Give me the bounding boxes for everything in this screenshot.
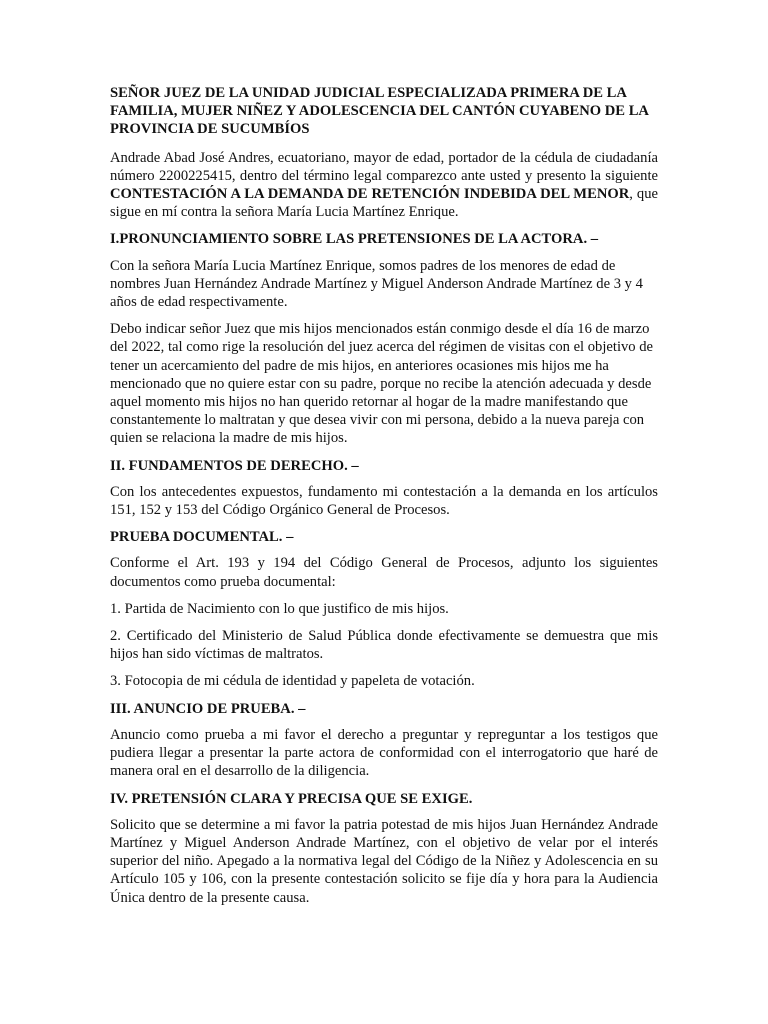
intro-text-start: Andrade Abad José Andres, ecuatoriano, mayor de edad, portador de la cédula de ciudadanía número 2200225415, dentro del término legal comparezco ante usted y presento la siguiente: [110, 149, 658, 184]
section-4-heading: IV. PRETENSIÓN CLARA Y PRECISA QUE SE EXIGE.: [110, 790, 473, 807]
section-1-paragraph-1: Con la señora María Lucia Martínez Enrique, somos padres de los menores de edad de nombres Juan Hernández Andrade Martínez y Miguel Anderson Andrade Martínez de 3 y 4 años de edad respectivamente.: [110, 257, 643, 311]
document-title: SEÑOR JUEZ DE LA UNIDAD JUDICIAL ESPECIALIZADA PRIMERA DE LA FAMILIA, MUJER NIÑEZ Y ADOLESCENCIA DEL CANTÓN CUYABENO DE LA PROVINCIA DE SUCUMBÍOS: [110, 85, 649, 138]
document-page: [110, 84, 658, 916]
section-1-heading: I.PRONUNCIAMIENTO SOBRE LAS PRETENSIONES DE LA ACTORA. –: [110, 231, 599, 248]
prueba-documental-paragraph: Conforme el Art. 193 y 194 del Código General de Procesos, adjunto los siguientes documentos como prueba documental:: [110, 555, 658, 590]
section-2-heading: II. FUNDAMENTOS DE DERECHO. –: [110, 457, 359, 474]
prueba-documental-heading: PRUEBA DOCUMENTAL. –: [110, 529, 294, 546]
section-3-paragraph-1: Anuncio como prueba a mi favor el derecho a preguntar y repreguntar a los testigos que pudiera llegar a presentar la parte actora de conformidad con el interrogatorio que haré de manera oral en el desarrollo de la diligencia.: [110, 726, 658, 780]
intro-text-end: , que sigue en mí contra la señora María Lucia Martínez Enrique.: [110, 186, 658, 221]
prueba-item-2: 2. Certificado del Ministerio de Salud Pública donde efectivamente se demuestra que mis hijos han sido víctimas de maltratos.: [110, 628, 658, 663]
section-2-paragraph-1: Con los antecedentes expuestos, fundamento mi contestación a la demanda en los artículos 151, 152 y 153 del Código Orgánico General de Procesos.: [110, 483, 658, 519]
intro-text-bold: CONTESTACIÓN A LA DEMANDA DE RETENCIÓN INDEBIDA DEL MENOR: [110, 186, 630, 203]
prueba-item-1: 1. Partida de Nacimiento con lo que justifico de mis hijos.: [110, 600, 449, 617]
intro-paragraph: [110, 149, 658, 222]
section-4-paragraph-1: Solicito que se determine a mi favor la patria potestad de mis hijos Juan Hernández Andrade Martínez y Miguel Anderson Andrade Martínez, con el objetivo de velar por el interés superior del niño. Apegado a la normativa legal del Código de la Niñez y Adolescencia en su Artículo 105 y 106, con la presente contestación solicito se fije día y hora para la Audiencia Única dentro de la presente causa.: [110, 816, 658, 906]
section-1-paragraph-2: Debo indicar señor Juez que mis hijos mencionados están conmigo desde el día 16 de marzo del 2022, tal como rige la resolución del juez acerca del régimen de visitas con el objetivo de tener un acercamiento del padre de mis hijos, en anteriores ocasiones mis hijos me ha mencionado que no quiere estar con su padre, porque no recibe la atención adecuada y desde aquel momento mis hijos no han querido retornar al hogar de la madre manifestando que constantemente lo maltratan y que desea vivir con mi persona, debido a la nueva pareja con quien se relaciona la madre de mis hijos.: [110, 321, 654, 447]
section-3-heading: III. ANUNCIO DE PRUEBA. –: [110, 700, 306, 717]
prueba-item-3: 3. Fotocopia de mi cédula de identidad y papeleta de votación.: [110, 673, 475, 690]
